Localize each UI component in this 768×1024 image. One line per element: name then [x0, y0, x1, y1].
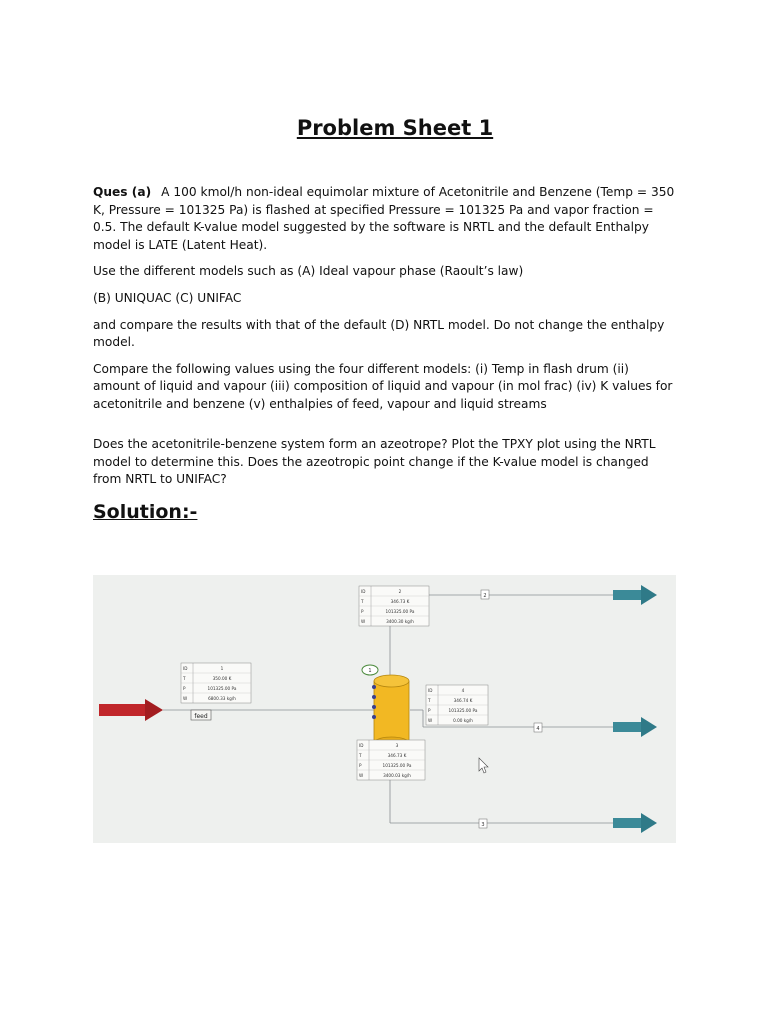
svg-text:3: 3 [395, 743, 399, 748]
unit-label [362, 665, 378, 675]
stream-tag-mid: 4 [536, 726, 540, 732]
svg-text:1: 1 [220, 666, 224, 671]
svg-text:6800.33 kg/h: 6800.33 kg/h [208, 696, 236, 701]
svg-text:1: 1 [368, 668, 372, 674]
question-paragraph-3: (B) UNIQUAC (C) UNIFAC [93, 290, 242, 305]
svg-text:W: W [361, 619, 366, 624]
page-title: Problem Sheet 1 [296, 116, 494, 140]
svg-text:W: W [183, 696, 188, 701]
vapour-product-arrow [613, 585, 657, 605]
svg-text:ID: ID [361, 589, 366, 594]
svg-text:T: T [183, 676, 186, 681]
svg-text:101325.00 Pa: 101325.00 Pa [207, 686, 237, 691]
liquid-product-arrow [613, 813, 657, 833]
svg-text:T: T [361, 599, 364, 604]
question-block [93, 184, 678, 423]
svg-text:350.00 K: 350.00 K [212, 676, 232, 681]
svg-text:feed: feed [194, 713, 208, 720]
mid-product-arrow [613, 717, 657, 737]
vapour-stream-table [359, 586, 429, 626]
question-text: A 100 kmol/h non-ideal equimolar mixture of Acetonitrile and Benzene (Temp = 350 K, Pressure = 101325 Pa) is flashed at specified Pressure = 101325 Pa and vapor fraction = 0.5. The default K-value model suggested by the software is NRTL and the default Enthalpy model is LATE (Latent Heat). [93, 185, 675, 252]
svg-text:P: P [359, 763, 362, 768]
svg-text:T: T [428, 698, 431, 703]
question-paragraph-1 [93, 184, 678, 254]
question-paragraph-4: and compare the results with that of the default (D) NRTL model. Do not change the enthalpy model. [93, 317, 665, 350]
flash-drum [372, 675, 409, 749]
svg-text:W: W [428, 718, 433, 723]
svg-text:346.74 K: 346.74 K [453, 698, 473, 703]
svg-text:ID: ID [359, 743, 364, 748]
question-paragraph-2: Use the different models such as (A) Ideal vapour phase (Raoult’s law) [93, 264, 524, 279]
liquid-stream-table [357, 740, 425, 780]
svg-text:P: P [183, 686, 186, 691]
question-paragraph-5: Compare the following values using the four different models: (i) Temp in flash drum (ii) amount of liquid and vapour (iii) composition of liquid and vapour (in mol frac) (iv) K values for acetonitrile and benzene (v) enthalpies of feed, vapour and liquid streams [93, 361, 673, 411]
flowsheet-diagram [93, 575, 676, 843]
svg-text:346.73 K: 346.73 K [390, 599, 410, 604]
feed-stream-table [181, 663, 251, 703]
svg-text:101325.00 Pa: 101325.00 Pa [448, 708, 478, 713]
svg-text:P: P [428, 708, 431, 713]
svg-text:ID: ID [183, 666, 188, 671]
mid-stream-table [426, 685, 488, 725]
stream-tag-liquid: 3 [481, 822, 485, 828]
azeotrope-question [93, 436, 678, 498]
svg-text:ID: ID [428, 688, 433, 693]
svg-text:346.73 K: 346.73 K [387, 753, 407, 758]
solution-heading: Solution:- [93, 501, 198, 523]
svg-text:0.00 kg/h: 0.00 kg/h [453, 718, 473, 723]
mouse-cursor-icon [479, 758, 488, 773]
stream-tag-vapour: 2 [483, 593, 487, 599]
svg-text:2: 2 [398, 589, 402, 594]
svg-text:3400.30 kg/h: 3400.30 kg/h [386, 619, 414, 624]
flowsheet-screenshot [93, 575, 676, 843]
feed-arrow [99, 699, 163, 721]
svg-text:3400.03 kg/h: 3400.03 kg/h [383, 773, 411, 778]
question-label: Ques (a) [93, 185, 152, 199]
svg-text:101325.00 Pa: 101325.00 Pa [385, 609, 415, 614]
svg-text:4: 4 [461, 688, 465, 693]
svg-text:T: T [359, 753, 362, 758]
svg-text:P: P [361, 609, 364, 614]
feed-label [191, 710, 211, 720]
svg-text:101325.00 Pa: 101325.00 Pa [382, 763, 412, 768]
svg-text:W: W [359, 773, 364, 778]
question-paragraph-6: Does the acetonitrile-benzene system form an azeotrope? Plot the TPXY plot using the NRTL model to determine this. Does the azeotropic point change if the K-value model is changed from NRTL to UNIFAC? [93, 437, 656, 487]
